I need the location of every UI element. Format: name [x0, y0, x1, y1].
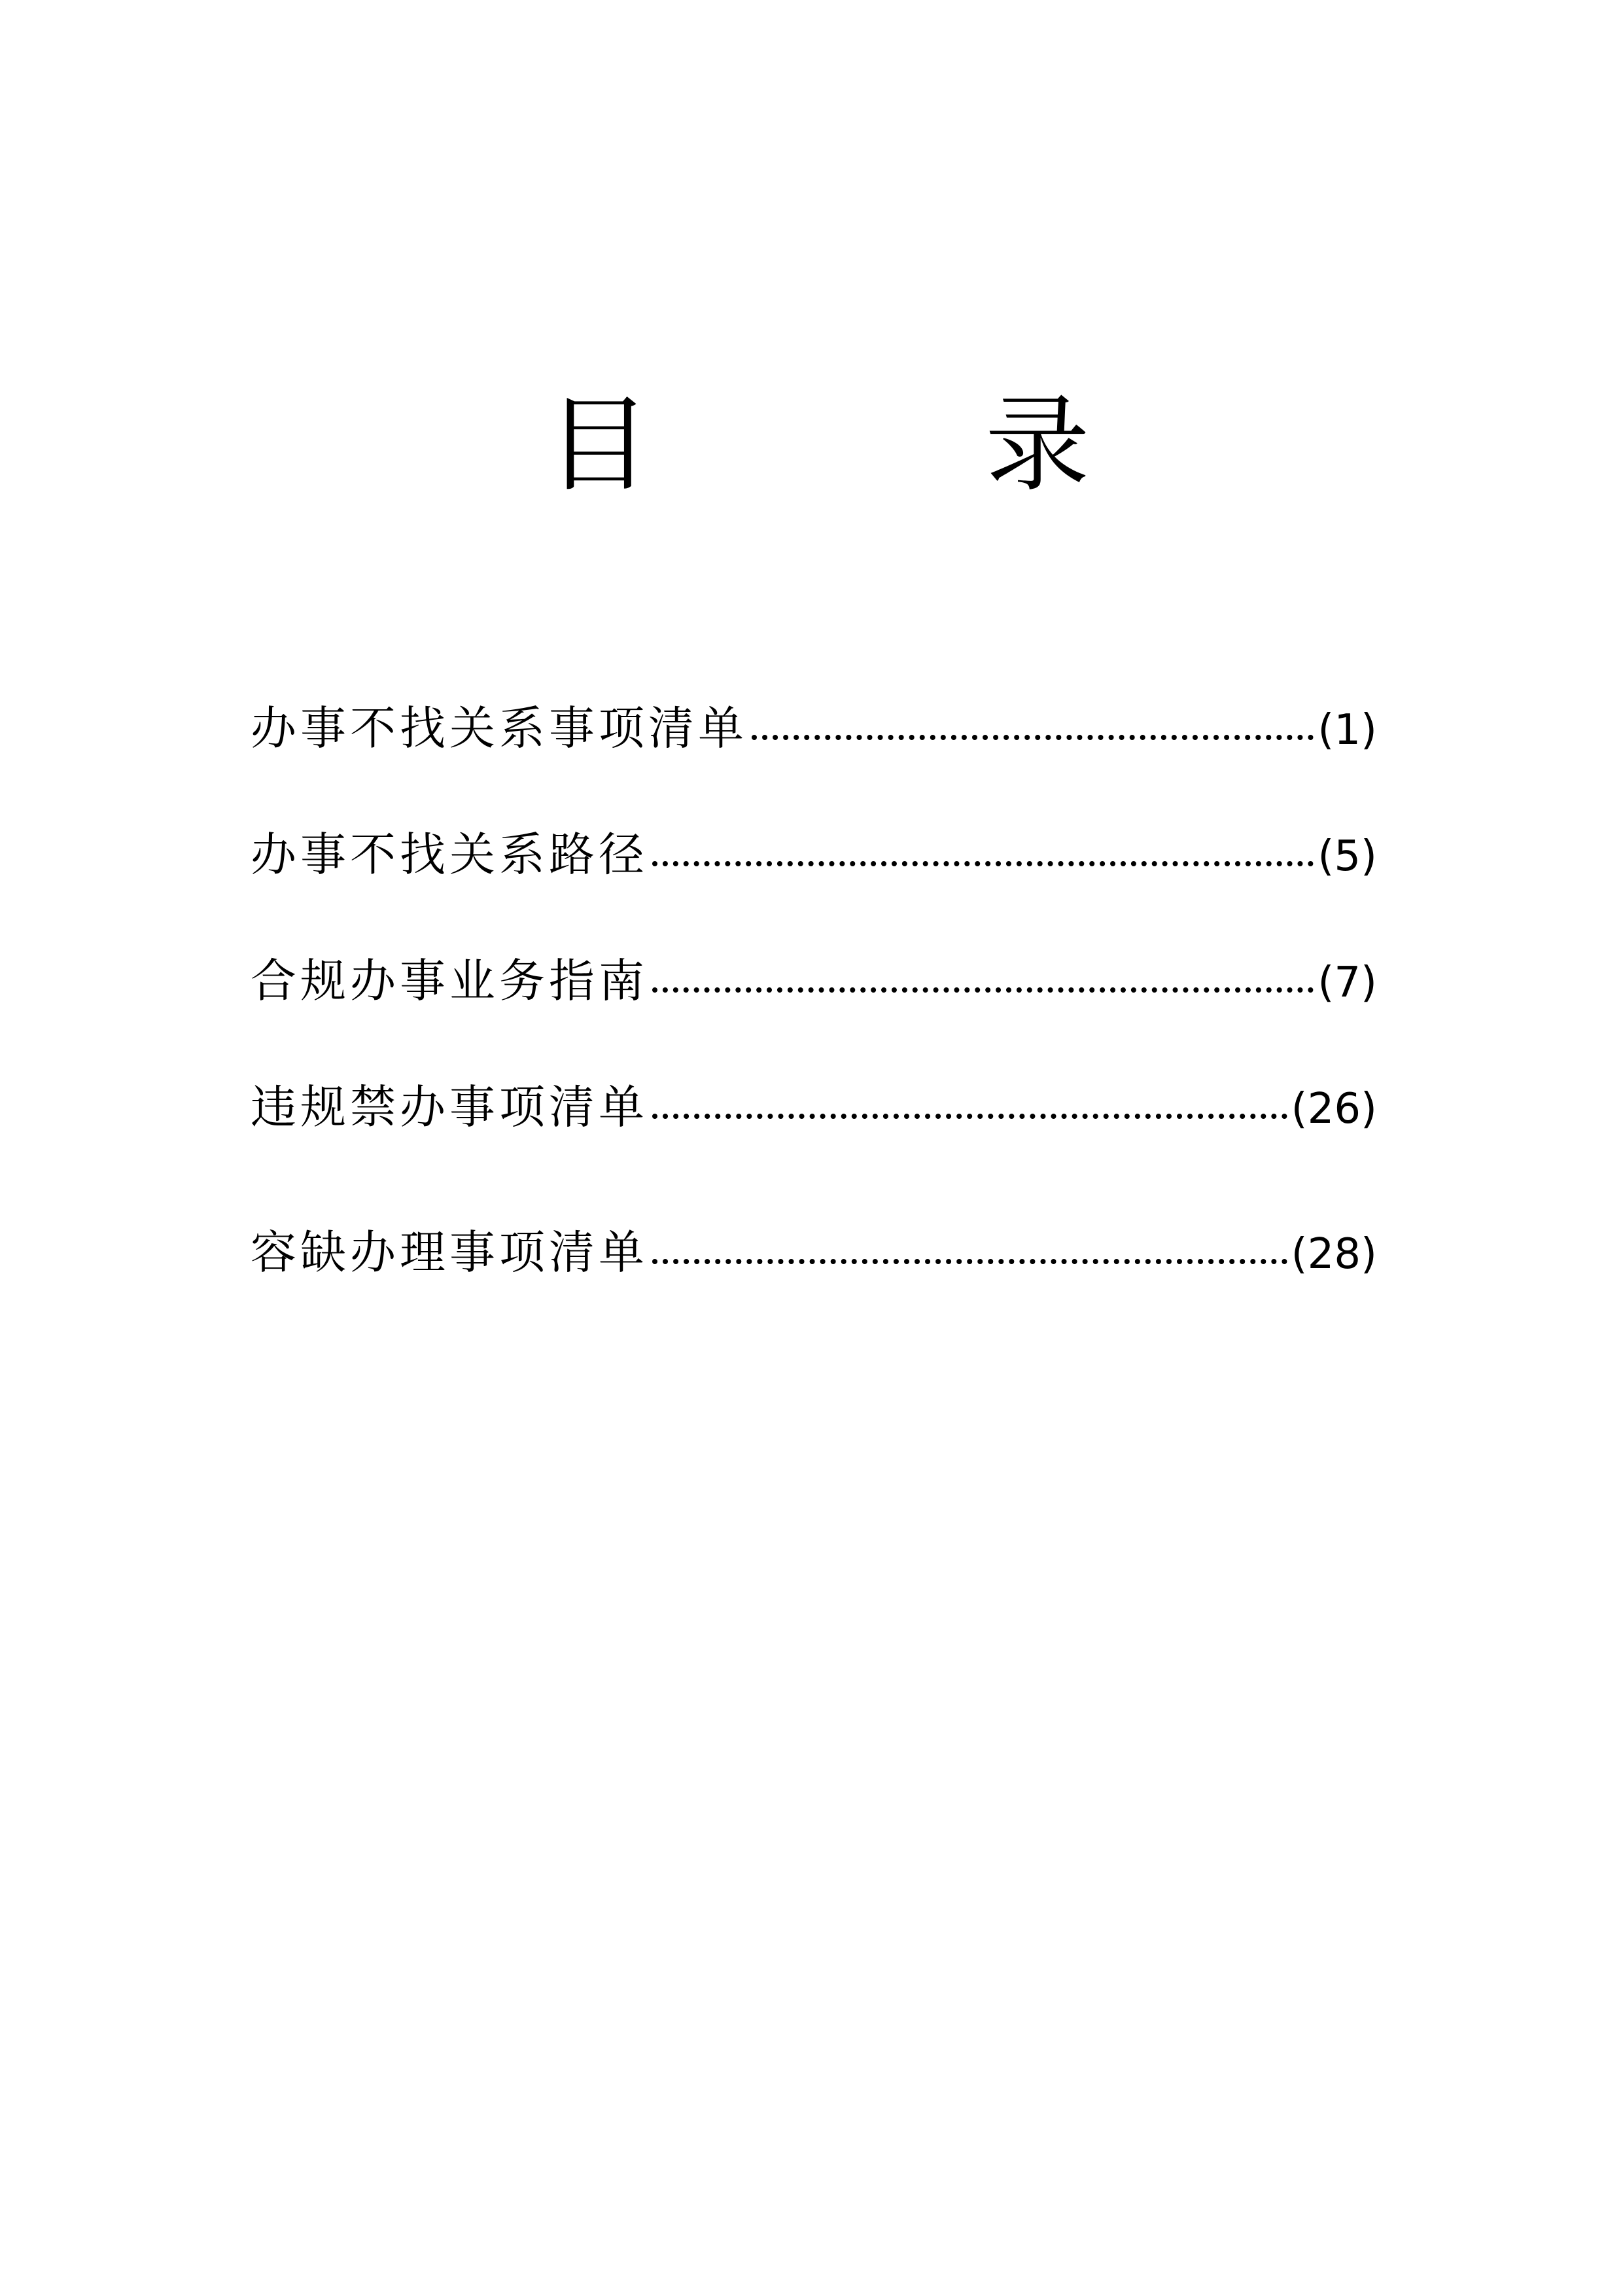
- toc-entry-label: 合规办事业务指南: [251, 956, 648, 1006]
- toc-entry-page: (26): [1291, 1085, 1377, 1132]
- toc-entry-label: 办事不找关系事项清单: [251, 703, 748, 753]
- toc-dot-leader: [652, 987, 1314, 993]
- toc-entry-label: 违规禁办事项清单: [251, 1082, 648, 1132]
- toc-dot-leader: [652, 1259, 1287, 1264]
- toc-list: [251, 703, 1377, 1277]
- toc-entry[interactable]: [251, 1227, 1377, 1277]
- toc-entry-page: (7): [1318, 959, 1377, 1006]
- toc-entry[interactable]: [251, 830, 1377, 879]
- toc-entry-label: 办事不找关系路径: [251, 830, 648, 879]
- toc-dot-leader: [652, 861, 1314, 866]
- toc-entry-page: (28): [1291, 1230, 1377, 1277]
- toc-entry-label: 容缺办理事项清单: [251, 1227, 648, 1277]
- toc-entry[interactable]: [251, 703, 1377, 753]
- toc-title: 目 录: [546, 383, 1240, 506]
- toc-dot-leader: [652, 1114, 1287, 1119]
- toc-dot-leader: [752, 735, 1314, 740]
- toc-entry-page: (5): [1318, 832, 1377, 879]
- toc-entry[interactable]: [251, 956, 1377, 1006]
- toc-entry[interactable]: [251, 1082, 1377, 1132]
- toc-entry-page: (1): [1318, 706, 1377, 753]
